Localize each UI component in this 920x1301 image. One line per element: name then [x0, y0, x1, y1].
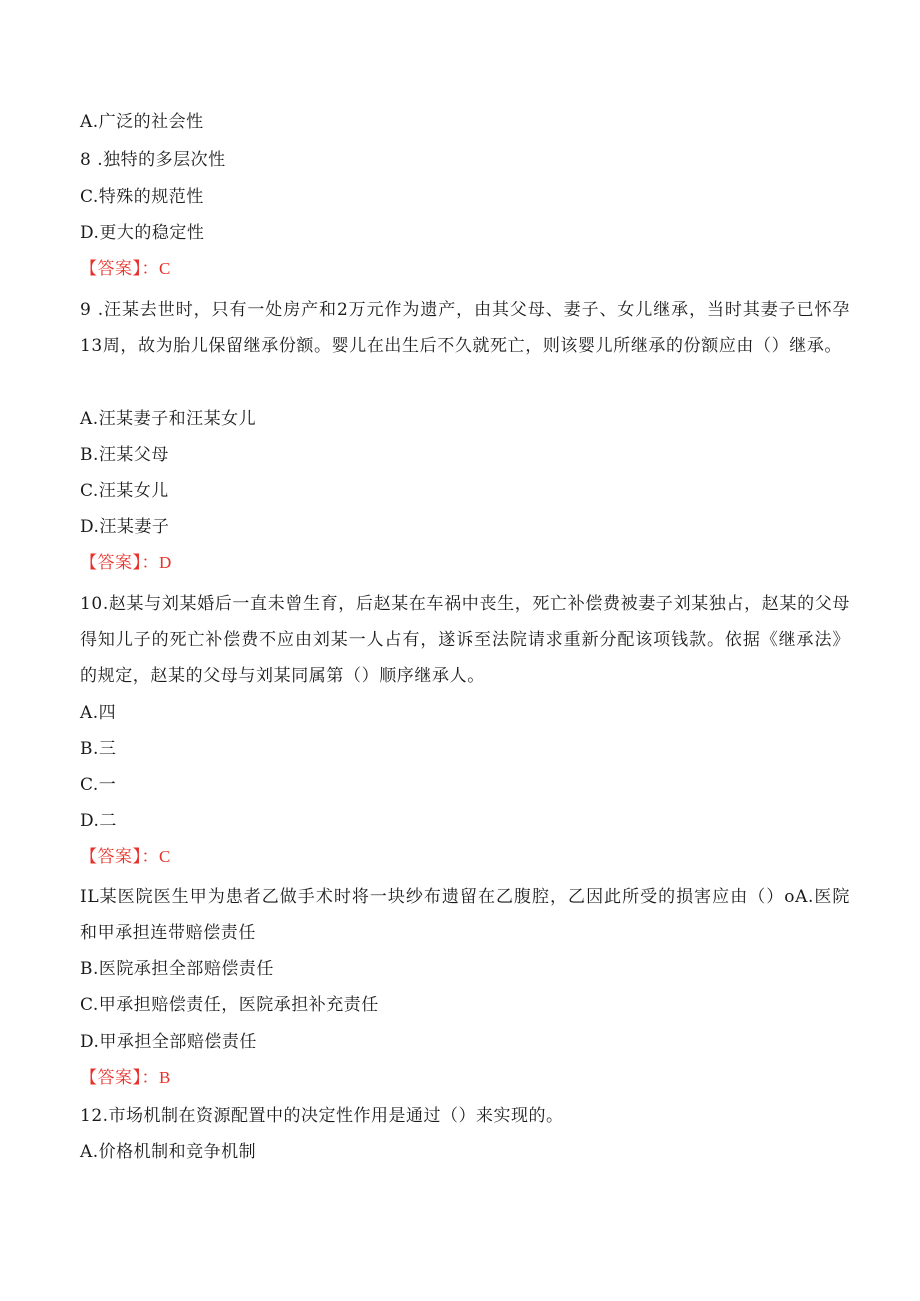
answer-value: B — [159, 1068, 171, 1087]
answer-line — [80, 1067, 171, 1089]
option-line: D.二 — [80, 811, 117, 831]
option-line: A.广泛的社会性 — [80, 112, 204, 132]
answer-line — [80, 258, 171, 280]
answer-value: D — [159, 553, 172, 572]
option-line: C.一 — [80, 775, 117, 795]
answer-label: 【答案】： — [80, 553, 159, 573]
option-line: D.更大的稳定性 — [80, 223, 205, 243]
question-stem: 9 .汪某去世时，只有一处房产和2万元作为遗产，由其父母、妻子、女儿继承，当时其妻子已怀孕13周，故为胎儿保留继承份额。婴儿在出生后不久就死亡，则该婴儿所继承的份额应由（）继承。 — [80, 300, 850, 356]
answer-label: 【答案】： — [80, 1068, 159, 1088]
option-line: D.甲承担全部赔偿责任 — [80, 1032, 257, 1052]
option-line: B.三 — [80, 739, 117, 759]
answer-line — [80, 552, 172, 574]
option-line: A.汪某妻子和汪某女儿 — [80, 409, 257, 429]
answer-value: C — [159, 847, 171, 866]
option-line: C.甲承担赔偿责任，医院承担补充责任 — [80, 995, 379, 1015]
option-line: C.特殊的规范性 — [80, 187, 204, 207]
question-stem: 10.赵某与刘某婚后一直未曾生育，后赵某在车祸中丧生，死亡补偿费被妻子刘某独占，赵某的父母得知儿子的死亡补偿费不应由刘某一人占有，遂诉至法院请求重新分配该项钱款。依据《继承法》的规定，赵某的父母与刘某同属第（）顺序继承人。 — [80, 594, 850, 686]
option-line: A.四 — [80, 703, 117, 723]
question-stem: 12.市场机制在资源配置中的决定性作用是通过（）来实现的。 — [80, 1106, 564, 1126]
option-line: A.价格机制和竞争机制 — [80, 1142, 257, 1162]
question-stem: IL某医院医生甲为患者乙做手术时将一块纱布遗留在乙腹腔，乙因此所受的损害应由（）oA.医院和甲承担连带赔偿责任 — [80, 887, 850, 943]
option-line: 8 .独特的多层次性 — [80, 150, 226, 170]
option-line: B.汪某父母 — [80, 445, 169, 465]
answer-label: 【答案】： — [80, 847, 159, 867]
option-line: B.医院承担全部赔偿责任 — [80, 959, 274, 979]
answer-value: C — [159, 259, 171, 278]
answer-line — [80, 846, 171, 868]
option-line: D.汪某妻子 — [80, 517, 170, 537]
option-line: C.汪某女儿 — [80, 481, 169, 501]
answer-label: 【答案】： — [80, 259, 159, 279]
